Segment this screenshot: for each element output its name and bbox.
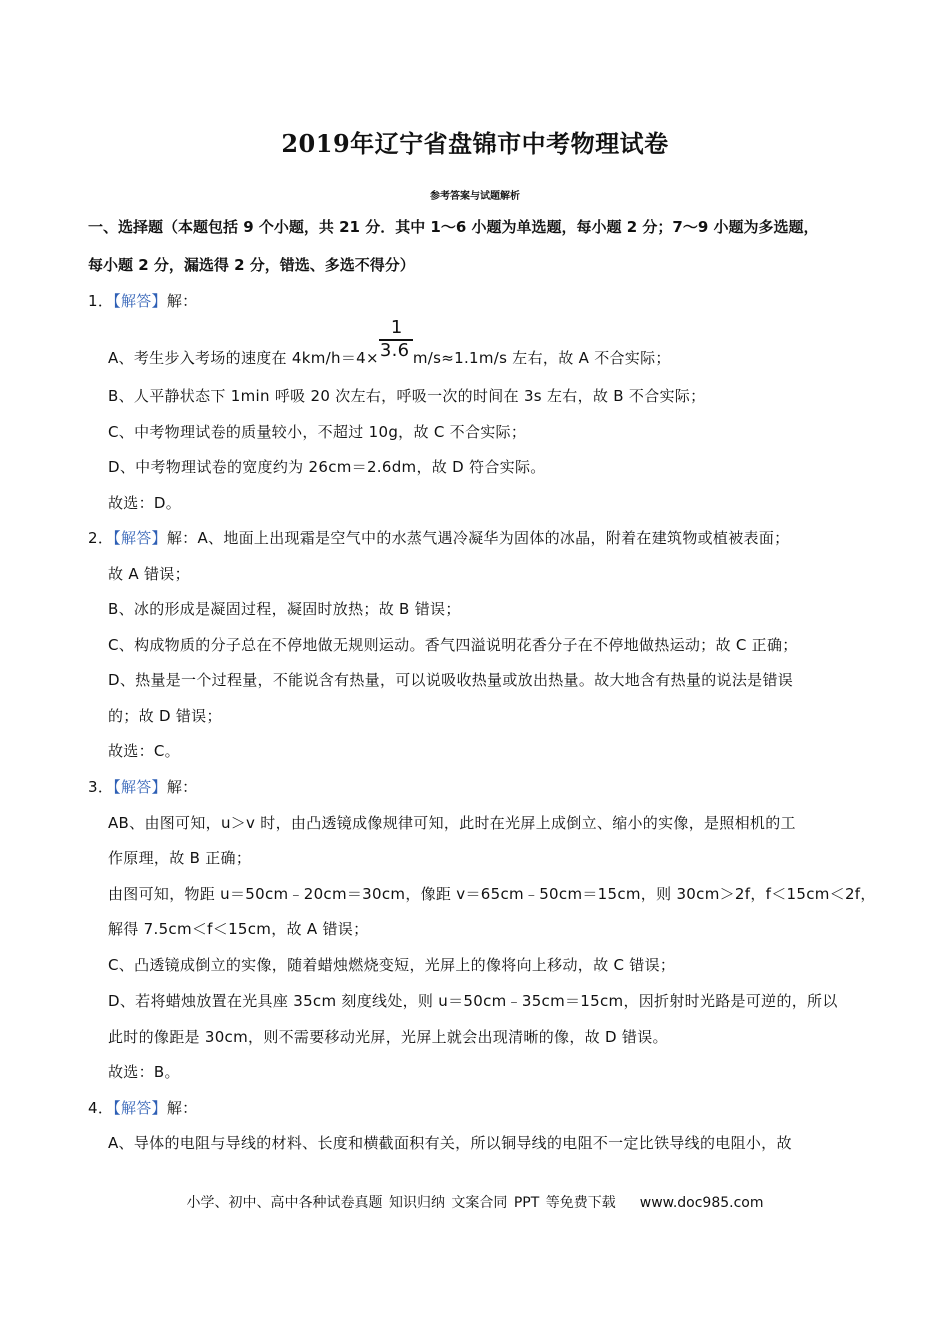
- answer-tag: 【解答】: [113, 1099, 167, 1117]
- q4-option-a-line-1: A、导体的电阻与导线的材料、长度和横截面积有关，所以铜导线的电阻不一定比铁导线的电阻小，故: [108, 1134, 792, 1152]
- q3-option-ab-line-1: AB、由图可知，u＞v 时，由凸透镜成像规律可知，此时在光屏上成倒立、缩小的实像，是照相机的工: [108, 814, 796, 832]
- footer-text: 小学、初中、高中各种试卷真题 知识归纳 文案合同 PPT 等免费下载: [186, 1195, 616, 1211]
- page-footer: [0, 1192, 950, 1212]
- question-4-header: [88, 1097, 197, 1118]
- q1-option-d: D、中考物理试卷的宽度约为 26cm＝2.6dm，故 D 符合实际。: [108, 458, 546, 476]
- q1-option-c: C、中考物理试卷的质量较小，不超过 10g，故 C 不合实际；: [108, 423, 527, 441]
- q1-option-b: B、人平静状态下 1min 呼吸 20 次左右，呼吸一次的时间在 3s 左右，故 B 不合实际；: [108, 387, 706, 405]
- q2-answer: 故选：C。: [108, 742, 180, 760]
- section-heading-line-2: 每小题 2 分，漏选得 2 分，错选、多选不得分）: [88, 256, 415, 274]
- q3-option-ab-line-3: 由图可知，物距 u＝50cm﹣20cm＝30cm，像距 v＝65cm﹣50cm＝15cm，则 30cm＞2f，f＜15cm＜2f，: [108, 885, 876, 903]
- q3-answer: 故选：B。: [108, 1063, 180, 1081]
- q2-option-b: B、冰的形成是凝固过程，凝固时放热；故 B 错误；: [108, 600, 461, 618]
- fraction-numerator: 1: [390, 317, 403, 338]
- question-number: 3．: [88, 778, 114, 796]
- question-1-intro: 解：: [166, 292, 198, 310]
- question-1-header: [88, 290, 197, 311]
- question-number: 1．: [88, 292, 114, 310]
- q2-option-a-cont: 故 A 错误；: [108, 565, 190, 583]
- question-number: 4．: [88, 1099, 114, 1117]
- footer-site-link[interactable]: www.doc985.com: [639, 1195, 764, 1211]
- section-heading-line-1: 一、选择题（本题包括 9 个小题，共 21 分．其中 1～6 小题为单选题，每小题 2 分；7～9 小题为多选题，: [88, 218, 819, 236]
- answer-tag: 【解答】: [113, 529, 167, 547]
- answer-tag: 【解答】: [113, 778, 167, 796]
- question-3-intro: 解：: [166, 778, 198, 796]
- fraction-denominator: 3.6: [379, 340, 410, 361]
- page-title: 2019年辽宁省盘锦市中考物理试卷: [281, 129, 669, 158]
- q3-option-d-line-2: 此时的像距是 30cm，则不需要移动光屏，光屏上就会出现清晰的像，故 D 错误。: [108, 1028, 668, 1046]
- page-subtitle: 参考答案与试题解析: [430, 191, 520, 202]
- q1-answer: 故选：D。: [108, 494, 182, 512]
- question-number: 2．: [88, 529, 114, 547]
- q1-option-a: A、考生步入考场的速度在 4km/h＝4× $\frac{1}{3.6}$ m/s≈1.1m/s 左右，故 A 不合实际；: [108, 317, 671, 367]
- q3-option-ab-line-4: 解得 7.5cm＜f＜15cm，故 A 错误；: [108, 920, 369, 938]
- question-2-header: [88, 527, 789, 548]
- q2-option-d-line-1: D、热量是一个过程量，不能说含有热量，可以说吸收热量或放出热量。故大地含有热量的说法是错误: [108, 671, 794, 689]
- question-3-header: [88, 776, 197, 797]
- question-2-intro: 解：A、地面上出现霜是空气中的水蒸气遇冷凝华为固体的冰晶，附着在建筑物或植被表面；: [166, 529, 790, 547]
- q2-option-d-line-2: 的；故 D 错误；: [108, 707, 222, 725]
- answer-tag: 【解答】: [113, 292, 167, 310]
- q3-option-d-line-1: D、若将蜡烛放置在光具座 35cm 刻度线处，则 u＝50cm﹣35cm＝15cm，因折射时光路是可逆的，所以: [108, 992, 838, 1010]
- q3-option-c: C、凸透镜成倒立的实像，随着蜡烛燃烧变短，光屏上的像将向上移动，故 C 错误；: [108, 956, 676, 974]
- question-4-intro: 解：: [166, 1099, 198, 1117]
- q3-option-ab-line-2: 作原理，故 B 正确；: [108, 849, 252, 867]
- q2-option-c: C、构成物质的分子总在不停地做无规则运动。香气四溢说明花香分子在不停地做热运动；故 C 正确；: [108, 636, 798, 654]
- fraction: [379, 317, 413, 363]
